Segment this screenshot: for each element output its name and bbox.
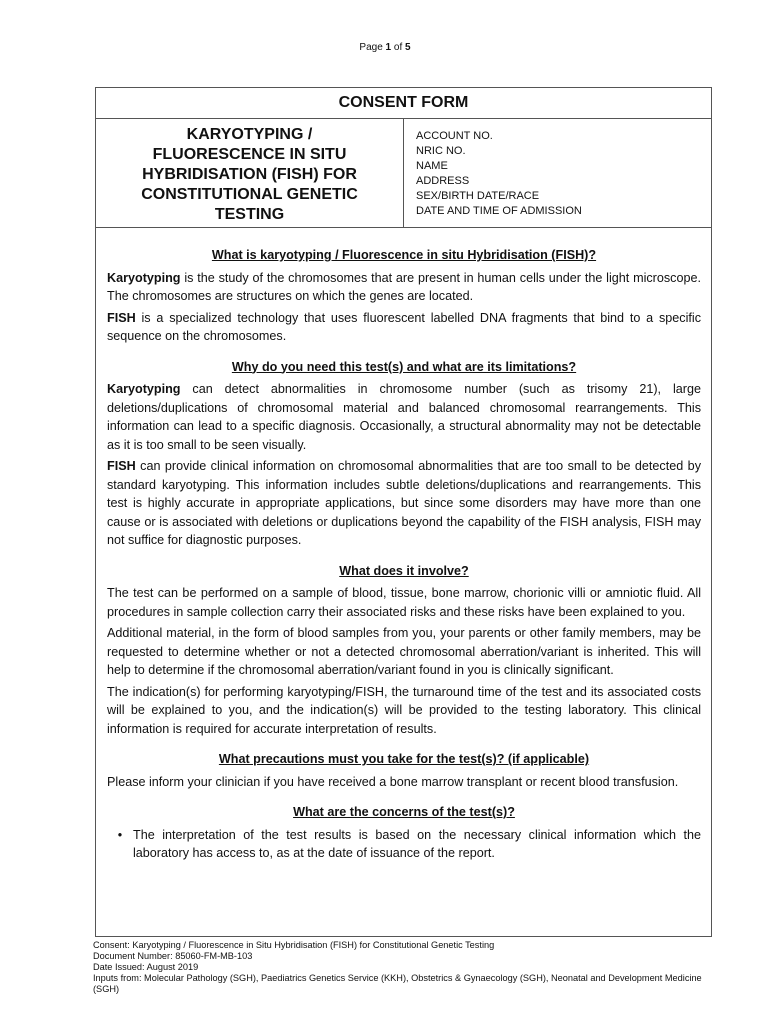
- paragraph: FISH is a specialized technology that uses fluorescent labelled DNA fragments that bind to a specific sequence on the chromosomes.: [107, 310, 701, 343]
- document-footer: [93, 940, 713, 995]
- section-heading-why: Why do you need this test(s) and what are its limitations?: [231, 359, 577, 374]
- section-heading-precautions: What precautions must you take for the test(s)? (if applicable): [218, 752, 590, 766]
- test-title-line: HYBRIDISATION (FISH) FOR: [142, 166, 357, 183]
- footer-date-issued: Date Issued: August 2019: [93, 962, 199, 972]
- paragraph: Additional material, in the form of blood samples from you, your parents or other family members, may be requested to determine whether or not a detected chromosomal aberration/variant is inherited. This will help to determine if the chromosomal aberration/variant found in you is clinically significant.: [107, 626, 701, 677]
- form-title: CONSENT FORM: [96, 88, 711, 119]
- page-number: Page 1 of 5: [359, 42, 411, 53]
- paragraph: Please inform your clinician if you have received a bone marrow transplant or recent blood transfusion.: [107, 774, 679, 789]
- test-title-line: CONSTITUTIONAL GENETIC: [141, 186, 358, 203]
- paragraph: The indication(s) for performing karyotyping/FISH, the turnaround time of the test and its associated costs will be explained to you, and the indication(s) will be provided to the testing laboratory. This clinical information is required for accurate interpretation of results.: [107, 684, 701, 736]
- account-no-field: ACCOUNT NO.: [416, 130, 493, 142]
- name-field: NAME: [416, 160, 448, 172]
- nric-no-field: NRIC NO.: [416, 145, 466, 157]
- test-title-line: KARYOTYPING /: [186, 126, 313, 143]
- section-heading-concerns: What are the concerns of the test(s)?: [293, 805, 515, 819]
- section-heading-what-is: What is karyotyping / Fluorescence in situ Hybridisation (FISH)?: [211, 248, 597, 262]
- footer-consent-title: Consent: Karyotyping / Fluorescence in Situ Hybridisation (FISH) for Constitutional Genetic Testing: [93, 940, 495, 950]
- patient-details: [404, 119, 711, 227]
- consent-form-frame: [95, 87, 712, 937]
- form-header: [96, 119, 711, 228]
- footer-inputs: Inputs from: Molecular Pathology (SGH), Paediatrics Genetics Service (KKH), Obstetrics & Gynaecology (SGH), Neonatal and Development Medicine (SGH): [93, 973, 702, 994]
- bullet-icon: •: [117, 827, 123, 842]
- sex-birth-race-field: SEX/BIRTH DATE/RACE: [416, 190, 540, 202]
- test-title: [96, 119, 404, 227]
- footer-document-number: Document Number: 85060-FM-MB-103: [93, 951, 253, 961]
- test-title-line: FLUORESCENCE IN SITU: [152, 146, 347, 163]
- paragraph: Karyotyping can detect abnormalities in chromosome number (such as trisomy 21), large deletions/duplications of chromosomal material and balanced chromosomal rearrangements. This information can lead to a specific diagnosis. Occasionally, a structural abnormality may not be detectable as it is too small to be seen visually.: [107, 382, 701, 452]
- paragraph: The test can be performed on a sample of blood, tissue, bone marrow, chorionic villi or amniotic fluid. All procedures in sample collection carry their associated risks and these risks have been explained to you.: [107, 586, 701, 619]
- list-item: • The interpretation of the test results is based on the necessary clinical information which the laboratory has access to, as at the date of issuance of the report.: [107, 826, 701, 863]
- address-field: ADDRESS: [416, 175, 470, 187]
- form-body: [96, 228, 711, 863]
- paragraph: Karyotyping is the study of the chromosomes that are present in human cells under the light microscope. The chromosomes are structures on which the genes are located.: [107, 270, 701, 303]
- test-title-line: TESTING: [214, 206, 285, 223]
- admission-datetime-field: DATE AND TIME OF ADMISSION: [416, 205, 582, 217]
- paragraph: FISH can provide clinical information on chromosomal abnormalities that are too small to be detected by standard karyotyping. This information includes subtle deletions/duplications and rearrangements. This test is highly accurate in appropriate applications, but since some disorders may have more than one cause or is associated with deletions or duplications beyond the capability of the FISH analysis, FISH may not suffice for diagnostic purposes.: [107, 459, 701, 547]
- section-heading-involve: What does it involve?: [339, 563, 469, 578]
